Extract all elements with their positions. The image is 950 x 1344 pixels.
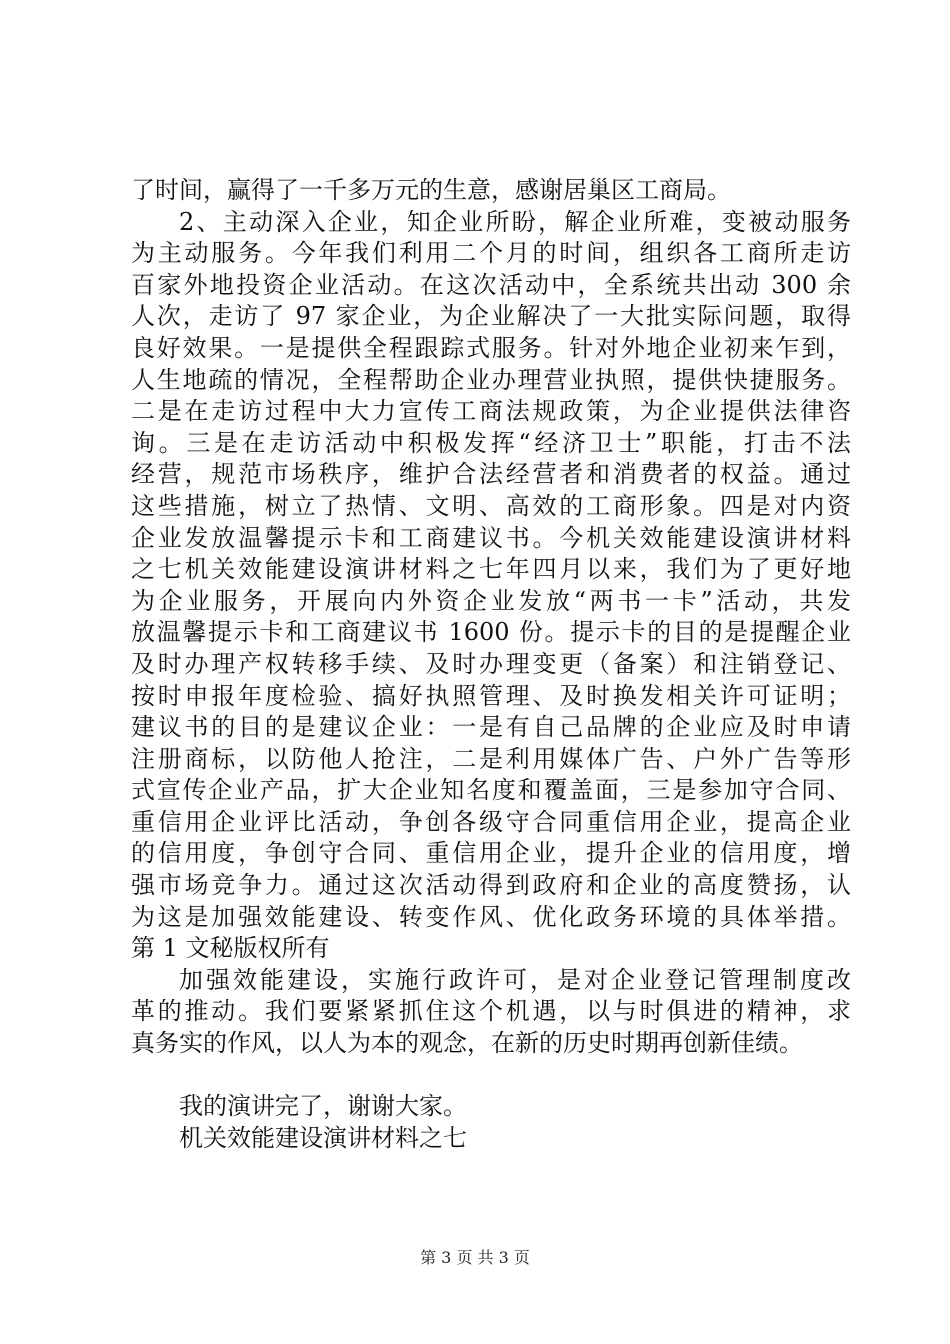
text-line: 良好效果。一是提供全程跟踪式服务。针对外地企业初来乍到， bbox=[131, 333, 851, 362]
text-line: 2、主动深入企业，知企业所盼，解企业所难，变被动服务 bbox=[179, 207, 851, 236]
text-line: 加强效能建设，实施行政许可，是对企业登记管理制度改 bbox=[179, 965, 851, 994]
text-line: 真务实的作风，以人为本的观念，在新的历史时期再创新佳绩。 bbox=[131, 1029, 803, 1058]
text-line: 了时间，赢得了一千多万元的生意，感谢居巢区工商局。 bbox=[131, 176, 731, 204]
text-line: 放温馨提示卡和工商建议书 1600 份。提示卡的目的是提醒企业 bbox=[131, 618, 851, 647]
text-line: 建议书的目的是建议企业：一是有自己品牌的企业应及时申请 bbox=[131, 713, 851, 742]
page-footer: 第 3 页 共 3 页 bbox=[420, 1248, 530, 1267]
document-body bbox=[131, 175, 851, 1154]
text-line: 强市场竞争力。通过这次活动得到政府和企业的高度赞扬，认 bbox=[131, 871, 851, 900]
text-line: 式宣传企业产品，扩大企业知名度和覆盖面，三是参加守合同、 bbox=[131, 776, 851, 805]
paragraph-gap bbox=[131, 1060, 851, 1092]
text-line: 革的推动。我们要紧紧抓住这个机遇，以与时俱进的精神，求 bbox=[131, 997, 851, 1026]
closing-line: 我的演讲完了，谢谢大家。 bbox=[179, 1092, 467, 1121]
text-line: 的信用度，争创守合同、重信用企业，提升企业的信用度，增 bbox=[131, 839, 851, 868]
text-line: 百家外地投资企业活动。在这次活动中，全系统共出动 300 余 bbox=[131, 270, 851, 299]
text-line: 之七机关效能建设演讲材料之七年四月以来，我们为了更好地 bbox=[131, 555, 851, 584]
copyright-line: 第 1 文秘版权所有 bbox=[131, 934, 330, 963]
closing-title: 机关效能建设演讲材料之七 bbox=[179, 1123, 467, 1152]
text-line: 企业发放温馨提示卡和工商建议书。今机关效能建设演讲材料 bbox=[131, 523, 851, 552]
text-line: 按时申报年度检验、搞好执照管理、及时换发相关许可证明； bbox=[131, 681, 851, 710]
text-line: 人生地疏的情况，全程帮助企业办理营业执照，提供快捷服务。 bbox=[131, 365, 851, 394]
text-line: 经营，规范市场秩序，维护合法经营者和消费者的权益。通过 bbox=[131, 460, 851, 489]
text-line: 为企业服务，开展向内外资企业发放“两书一卡”活动，共发 bbox=[131, 586, 851, 615]
text-line: 二是在走访过程中大力宣传工商法规政策，为企业提供法律咨 bbox=[131, 397, 851, 426]
text-line: 重信用企业评比活动，争创各级守合同重信用企业，提高企业 bbox=[131, 807, 851, 836]
text-line: 人次，走访了 97 家企业，为企业解决了一大批实际问题，取得 bbox=[131, 302, 851, 331]
text-line: 询。三是在走访活动中积极发挥“经济卫士”职能，打击不法 bbox=[131, 428, 851, 457]
text-line: 这些措施，树立了热情、文明、高效的工商形象。四是对内资 bbox=[131, 491, 851, 520]
text-line: 为主动服务。今年我们利用二个月的时间，组织各工商所走访 bbox=[131, 239, 851, 268]
text-line: 为这是加强效能建设、转变作风、优化政务环境的具体举措。 bbox=[131, 902, 851, 931]
text-line: 及时办理产权转移手续、及时办理变更（备案）和注销登记、 bbox=[131, 649, 851, 678]
text-line: 注册商标，以防他人抢注，二是利用媒体广告、户外广告等形 bbox=[131, 744, 851, 773]
